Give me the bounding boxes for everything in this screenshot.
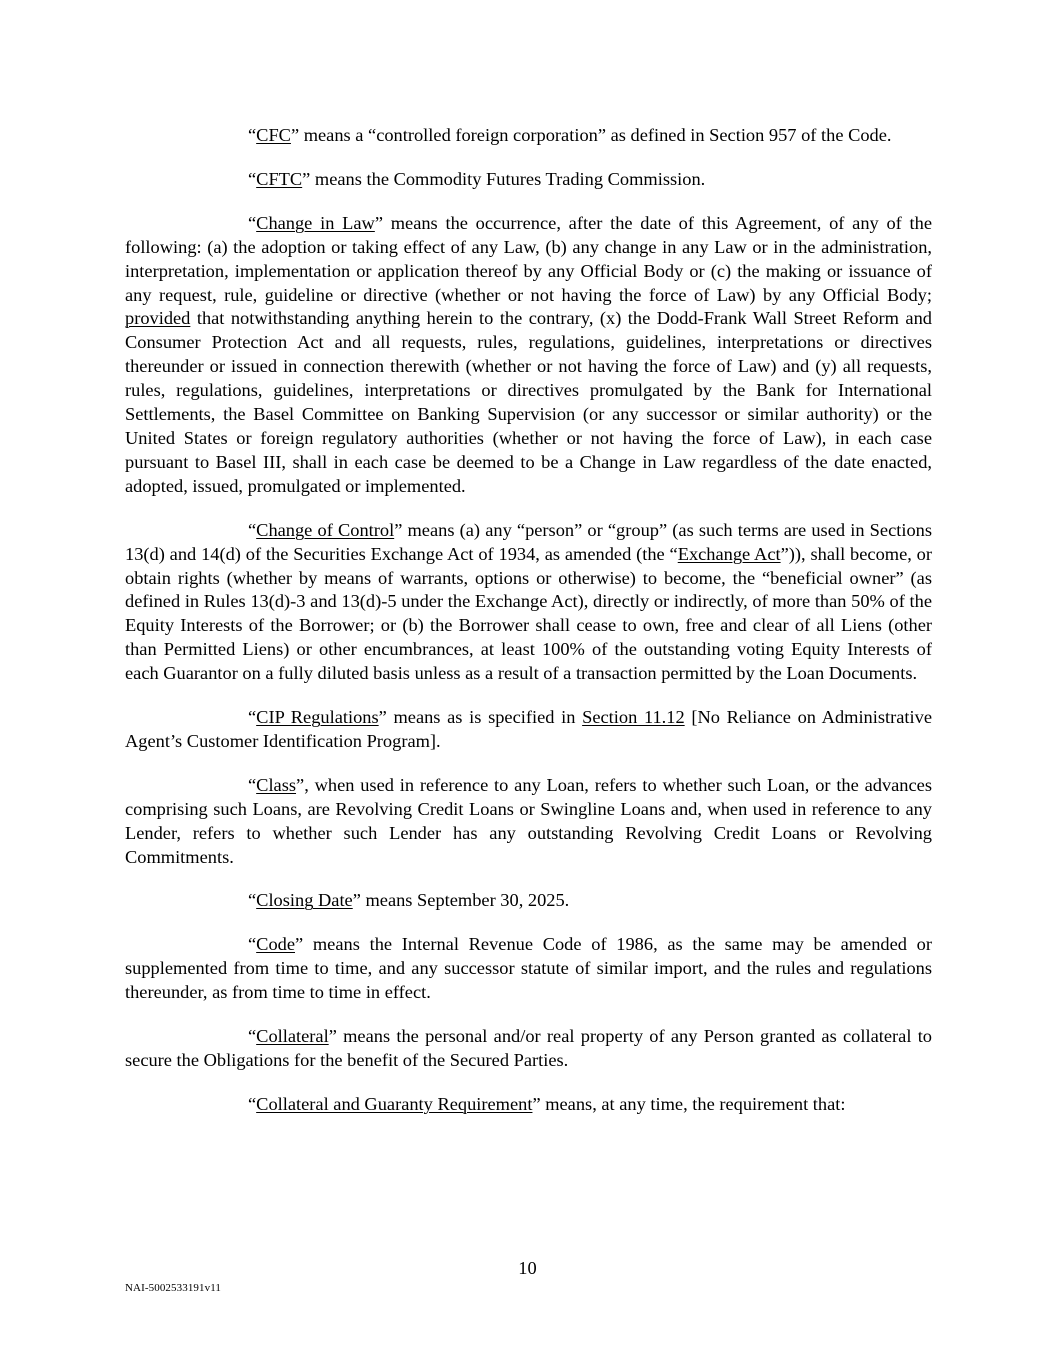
quote: “ [248,212,257,233]
defined-term: Code [256,934,295,955]
defined-term: CFTC [256,168,303,189]
quote: “ [248,1026,257,1047]
defined-term: Class [256,774,297,795]
definition-code [125,933,932,1005]
definition-change-of-control [125,519,932,686]
quote: “ [248,707,257,728]
definition-text-continued: ”)), shall become, or obtain rights (whether by means of warrants, options or otherwise) to become, the “beneficial owner” (as defined in Rules 13(d)-3 and 13(d)-5 under the Exchange Act), directly or indirectly, of more than 50% of the Equity Interests of the Borrower; or (b) the Borrower shall cease to own, free and clear of all Liens (other than Permitted Liens) or other encumbrances, at least 100% of the outstanding voting Equity Interests of each Guarantor on a fully diluted basis unless as a result of a transaction permitted by the Loan Documents. [125,543,932,684]
quote: “ [248,1093,257,1114]
quote: “ [248,774,257,795]
quote: “ [248,125,257,145]
definition-text: ” means (a) any “person” or “group” (as such terms are used in Sections 13(d) and 14(d) of the Securities Exchange Act of 1934, as amended (the “ [125,519,932,564]
defined-term: CFC [256,125,291,145]
definition-class [125,774,932,870]
definition-text: ” means a “controlled foreign corporation” as defined in Section 957 of the Code. [290,125,892,145]
defined-term: Change in Law [256,212,375,233]
definition-text: ”, when used in reference to any Loan, refers to whether such Loan, or the advances comprising such Loans, are Revolving Credit Loans or Swingline Loans and, when used in reference to any Lender, refers to whether such Lender has any outstanding Revolving Credit Loans or Revolving Commitments. [125,774,932,867]
definition-text: ” means as is specified in [378,707,583,728]
defined-term: Closing Date [256,890,353,911]
definition-change-in-law [125,212,932,499]
quote: “ [248,168,257,189]
document-body [125,124,932,1137]
definition-text: ” means the personal and/or real property of any Person granted as collateral to secure the Obligations for the benefit of the Secured Parties. [125,1026,932,1070]
definition-cftc [125,168,932,192]
definition-collateral [125,1025,932,1073]
document-id: NAI-5002533191v11 [125,1282,222,1294]
definition-text-continued: that notwithstanding anything herein to the contrary, (x) the Dodd-Frank Wall Street Reform and Consumer Protection Act and all requests, rules, regulations, guidelines, interpretations or directives thereunder or issued in connection therewith (whether or not having the force of Law) and (y) all requests, rules, regulations, guidelines, interpretations or directives promulgated by the Bank for International Settlements, the Basel Committee on Banking Supervision (or any successor or similar authority) or the United States or foreign regulatory authorities (whether or not having the force of Law), in each case pursuant to Basel III, shall in each case be deemed to be a Change in Law regardless of the date enacted, adopted, issued, promulgated or implemented. [125,308,932,496]
definition-text: ” means, at any time, the requirement that: [532,1093,846,1114]
nested-defined-term: Exchange Act [677,543,781,564]
defined-term: Change of Control [256,519,395,540]
quote: “ [248,890,257,911]
defined-term: Collateral and Guaranty Requirement [256,1093,533,1114]
defined-term: Collateral [256,1026,329,1047]
definition-closing-date [125,889,932,913]
quote: “ [248,519,257,540]
definition-text: ” means the Commodity Futures Trading Commission. [302,168,706,189]
defined-term: CIP Regulations [256,707,379,728]
proviso-term: provided [125,308,191,329]
definition-text: ” means September 30, 2025. [352,890,570,911]
definition-text: ” means the occurrence, after the date of this Agreement, of any of the following: (a) the adoption or taking effect of any Law, (b) any change in any Law or in the administration, interpretation, implementation or application thereof by any Official Body or (c) the making or issuance of any request, rule, guideline or directive (whether or not having the force of Law) by any Official Body; [125,212,932,305]
definition-collateral-and-guaranty-requirement [125,1093,932,1117]
definition-cfc [125,124,932,148]
quote: “ [248,934,257,955]
definition-cip-regulations [125,706,932,754]
definition-text: ” means the Internal Revenue Code of 1986, as the same may be amended or supplemented from time to time, and any successor statute of similar import, and the rules and regulations thereunder, as from time to time in effect. [125,934,932,1003]
definition-text-continued: [No Reliance on Administrative Agent’s Customer Identification Program]. [125,707,932,751]
section-reference: Section 11.12 [582,707,685,728]
page-number: 10 [518,1258,537,1278]
